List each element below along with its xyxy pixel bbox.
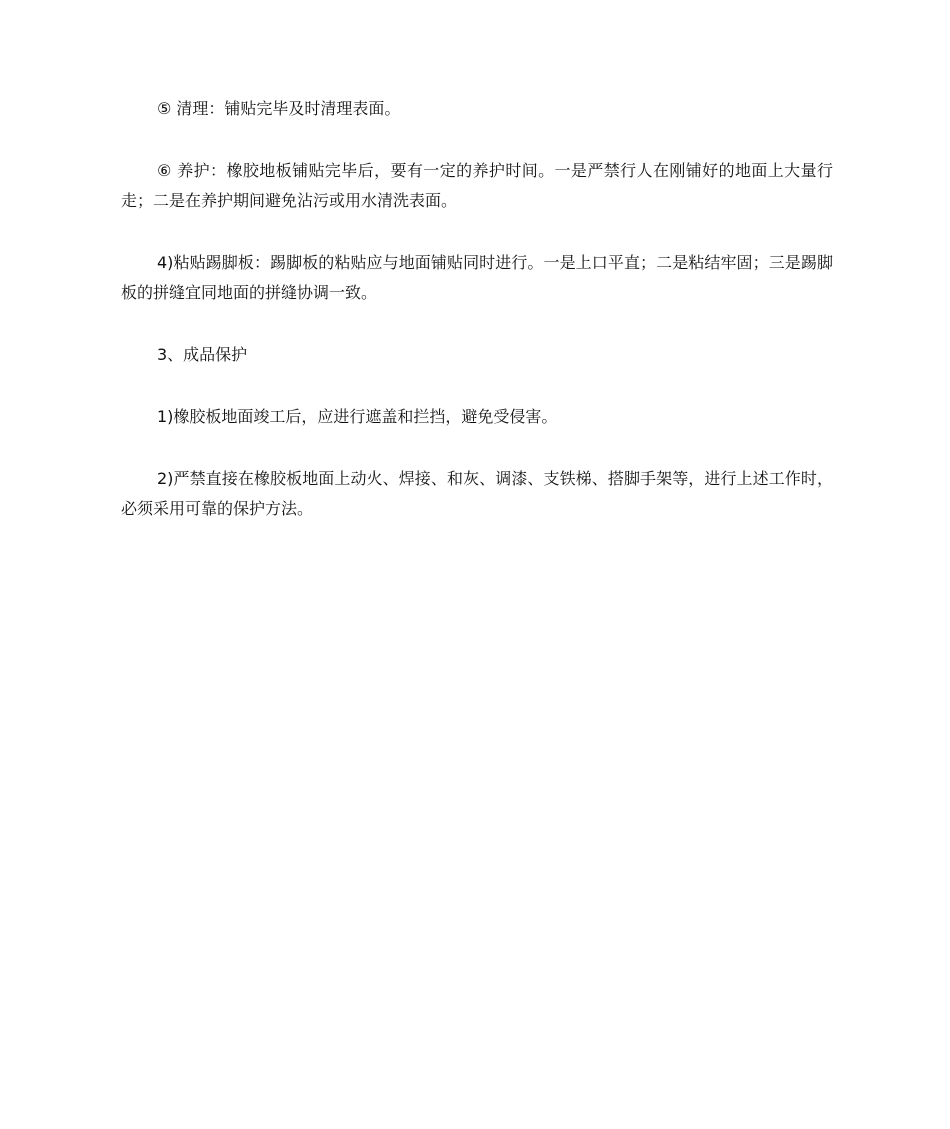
section-heading-product-protection: 3、成品保护 bbox=[157, 345, 248, 364]
paragraph-cleaning: ⑤ 清理：铺贴完毕及时清理表面。 bbox=[157, 99, 401, 118]
paragraph-protection-1: 1)橡胶板地面竣工后，应进行遮盖和拦挡，避免受侵害。 bbox=[157, 407, 558, 426]
paragraph-curing: ⑥ 养护：橡胶地板铺贴完毕后，要有一定的养护时间。一是严禁行人在刚铺好的地面上大量行走；二是在养护期间避免沾污或用水清洗表面。 bbox=[121, 161, 833, 210]
document-body bbox=[121, 94, 833, 556]
paragraph-protection-2: 2)严禁直接在橡胶板地面上动火、焊接、和灰、调漆、支铁梯、搭脚手架等，进行上述工作时，必须采用可靠的保护方法。 bbox=[121, 469, 833, 518]
paragraph-skirting: 4)粘贴踢脚板：踢脚板的粘贴应与地面铺贴同时进行。一是上口平直；二是粘结牢固；三是踢脚板的拼缝宜同地面的拼缝协调一致。 bbox=[121, 253, 833, 302]
